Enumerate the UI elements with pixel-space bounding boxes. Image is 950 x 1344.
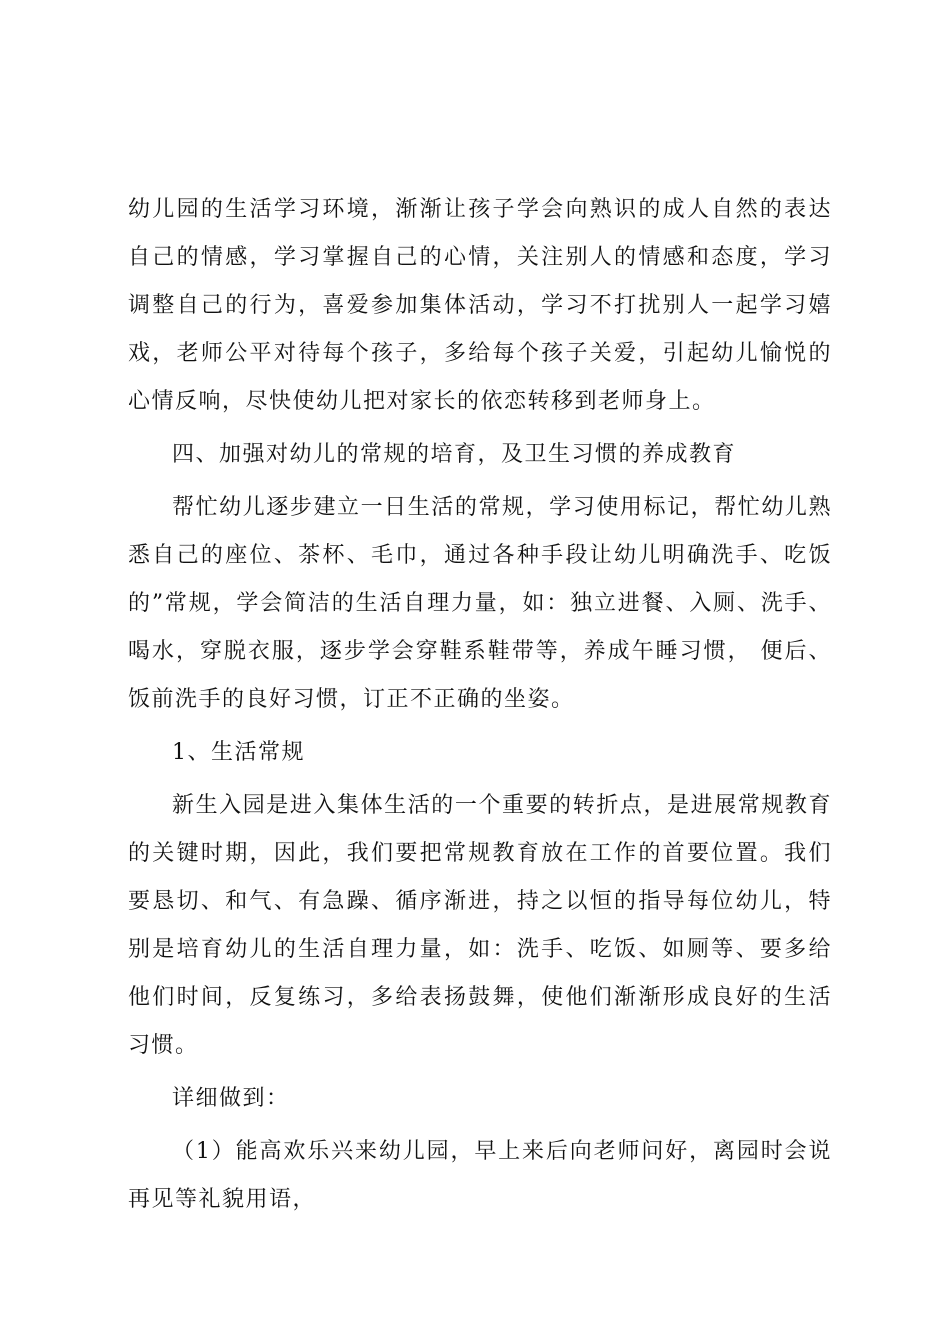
paragraph-emotional-adaptation: 幼儿园的生活学习环境，渐渐让孩子学会向熟识的成人自然的表达自己的情感，学习掌握自己的心情，关注别人的情感和态度，学习调整自己的行为，喜爱参加集体活动，学习不打扰别人一起学习嬉戏，老师公平对待每个孩子，多给每个孩子关爱，引起幼儿愉悦的心情反响，尽快使幼儿把对家长的依恋转移到老师身上。 [128,197,832,414]
paragraph-new-student-routine: 新生入园是进入集体生活的一个重要的转折点，是进展常规教育的关键时期，因此，我们要把常规教育放在工作的首要位置。我们要恳切、和气、有急躁、循序渐进，持之以恒的指导每位幼儿，特别是培育幼儿的生活自理力量，如：洗手、吃饭、如厕等、要多给他们时间，反复练习，多给表扬鼓舞，使他们渐渐形成良好的生活习惯。 [128,793,832,1058]
list-item-greeting: （1）能高欢乐兴来幼儿园，早上来后向老师问好，离园时会说再见等礼貌用语， [128,1139,832,1212]
paragraph-routine-details: 帮忙幼儿逐步建立一日生活的常规，学习使用标记，帮忙幼儿熟悉自己的座位、茶杯、毛巾，通过各种手段让幼儿明确洗手、吃饭的”常规，学会简洁的生活自理力量，如：独立进餐、入厕、洗手、喝水，穿脱衣服，逐步学会穿鞋系鞋带等，养成午睡习惯， 便后、饭前洗手的良好习惯，订正不正确的坐姿。 [128,495,832,712]
document-body [128,186,832,1229]
paragraph-specific-actions-label: 详细做到： [172,1086,290,1111]
section-heading-routine-training: 四、加强对幼儿的常规的培育，及卫生习惯的养成教育 [172,442,737,467]
subheading-life-routine: 1、生活常规 [172,740,305,765]
